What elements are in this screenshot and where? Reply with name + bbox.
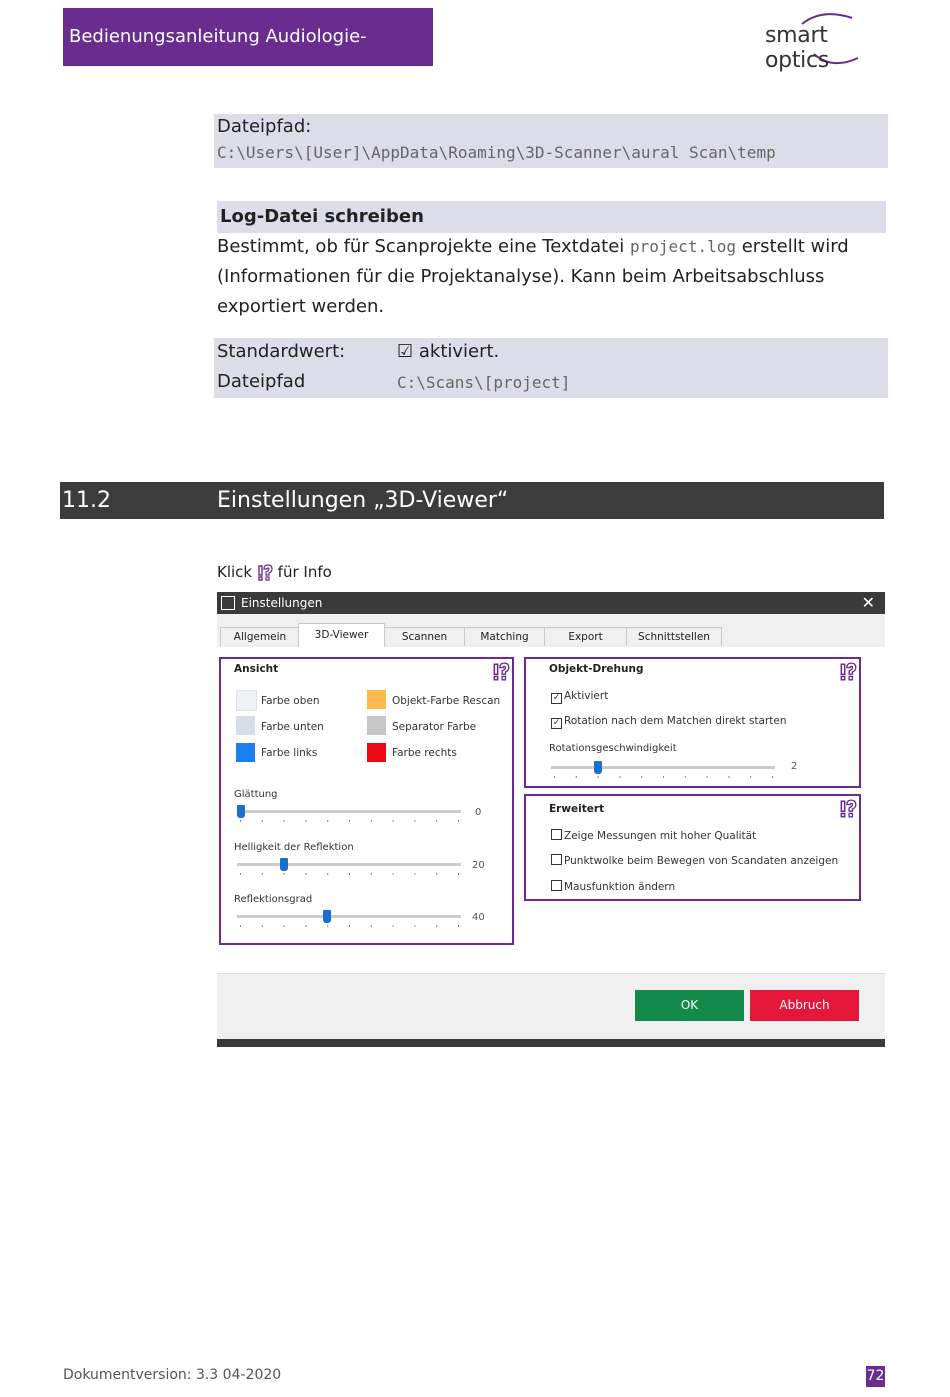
default-label: Standardwert: [217, 341, 346, 362]
temp-path-label: Dateipfad: [217, 116, 312, 137]
app-icon [221, 596, 235, 610]
reflektionsgrad-value: 40 [472, 912, 485, 923]
color-swatch-farbe-oben[interactable] [236, 690, 257, 711]
info-question-icon[interactable] [492, 662, 510, 682]
checkbox-box: ✓ [552, 693, 561, 703]
slider-label-helligkeit: Helligkeit der Reflektion [234, 842, 354, 853]
color-label: Farbe links [261, 747, 318, 759]
settings-dialog [217, 592, 885, 1047]
ansicht-group [219, 657, 514, 945]
checkbox-punktwolke[interactable]: Punktwolke beim Bewegen von Scandaten anzeigen [551, 854, 838, 867]
log-file-heading: Log-Datei schreiben [217, 201, 886, 233]
slider-label-reflektionsgrad: Reflektionsgrad [234, 894, 313, 905]
tab-allgemein[interactable]: Allgemein [220, 627, 300, 646]
color-swatch-farbe-rechts[interactable] [367, 743, 386, 762]
ok-button[interactable]: OK [635, 990, 744, 1021]
cancel-button[interactable]: Abbruch [750, 990, 859, 1021]
color-label: Farbe oben [261, 695, 320, 707]
tab-bar [217, 614, 885, 647]
document-header: Bedienungsanleitung Audiologie-Scanner [63, 8, 433, 66]
log-file-description: Bestimmt, ob für Scanprojekte eine Textdatei project.log erstellt wird (Informationen für die Projektanalyse). Kann beim Arbeitsabschluss exportiert werden. [217, 236, 849, 317]
glaettung-value: 0 [475, 807, 482, 818]
color-label: Objekt-Farbe Rescan [392, 695, 501, 707]
document-version: Dokumentversion: 3.3 04-2020 [63, 1367, 282, 1383]
log-path-value: C:\Scans\[project] [397, 373, 571, 392]
helligkeit-slider-thumb[interactable] [280, 858, 288, 871]
section-number: 11.2 [62, 488, 111, 513]
checkbox-rotation-nach-matchen[interactable]: ✓ Rotation nach dem Matchen direkt starten [552, 715, 787, 728]
tab-export[interactable]: Export [544, 627, 627, 646]
slider-label-glaettung: Glättung [234, 789, 278, 800]
smart-optics-logo [762, 8, 887, 73]
color-swatch-objekt-farbe-rescan[interactable] [367, 690, 386, 709]
info-question-icon[interactable] [839, 662, 857, 682]
dialog-titlebar [217, 592, 885, 614]
info-question-icon[interactable] [839, 799, 857, 819]
logo-text: smart optics [765, 23, 829, 73]
checkbox-box [551, 829, 562, 840]
glaettung-track [237, 810, 461, 813]
color-label: Farbe rechts [392, 747, 457, 759]
checkbox-box [551, 854, 562, 865]
tab-scannen[interactable]: Scannen [384, 627, 465, 646]
section-heading [60, 482, 884, 519]
checkbox-box: ✓ [552, 718, 561, 728]
tab-content [217, 647, 885, 974]
log-file-code: project.log [630, 237, 736, 256]
reflektionsgrad-ticks [237, 925, 461, 928]
rotation-ticks [551, 776, 775, 779]
checkbox-mausfunktion[interactable]: Mausfunktion ändern [551, 880, 675, 893]
log-default-box [214, 338, 888, 398]
glaettung-ticks [237, 820, 461, 823]
info-question-icon [257, 564, 273, 582]
temp-path-box [214, 114, 888, 168]
objekt-drehung-title: Objekt-Drehung [549, 663, 644, 675]
ansicht-title: Ansicht [234, 663, 279, 675]
page-number: 72 [866, 1366, 885, 1387]
helligkeit-track [237, 863, 461, 866]
info-hint: Klick für Info [217, 563, 332, 581]
log-path-label: Dateipfad [217, 371, 306, 392]
color-label: Farbe unten [261, 721, 324, 733]
slider-label-rotationsgeschwindigkeit: Rotationsgeschwindigkeit [549, 743, 677, 754]
tab-3d-viewer[interactable]: 3D-Viewer [298, 623, 385, 647]
erweitert-group [524, 794, 861, 901]
rotation-slider-thumb[interactable] [594, 761, 602, 774]
color-label: Separator Farbe [392, 721, 477, 733]
close-icon[interactable]: ✕ [861, 593, 875, 612]
helligkeit-value: 20 [472, 860, 485, 871]
reflektionsgrad-track [237, 915, 461, 918]
objekt-drehung-group [524, 657, 861, 788]
temp-path-value: C:\Users\[User]\AppData\Roaming\3D-Scanner\aural Scan\temp [217, 143, 776, 162]
helligkeit-ticks [237, 873, 461, 876]
erweitert-title: Erweitert [549, 803, 605, 815]
glaettung-slider-thumb[interactable] [237, 805, 245, 818]
reflektionsgrad-slider-thumb[interactable] [323, 910, 331, 923]
color-swatch-farbe-links[interactable] [236, 743, 255, 762]
tab-matching[interactable]: Matching [464, 627, 545, 646]
checkbox-zeige-messungen[interactable]: Zeige Messungen mit hoher Qualität [551, 829, 756, 842]
checkbox-aktiviert[interactable]: ✓ Aktiviert [552, 690, 609, 703]
rotation-track [551, 766, 775, 769]
checkbox-box [551, 880, 562, 891]
rotation-value: 2 [791, 761, 798, 772]
dialog-title: Einstellungen [241, 596, 323, 610]
tab-schnittstellen[interactable]: Schnittstellen [626, 627, 722, 646]
dialog-bottom-edge [217, 1039, 885, 1047]
color-swatch-farbe-unten[interactable] [236, 716, 255, 735]
default-value: ☑ aktiviert. [397, 341, 500, 362]
color-swatch-separator-farbe[interactable] [367, 716, 386, 735]
section-title: Einstellungen „3D-Viewer“ [217, 488, 509, 513]
